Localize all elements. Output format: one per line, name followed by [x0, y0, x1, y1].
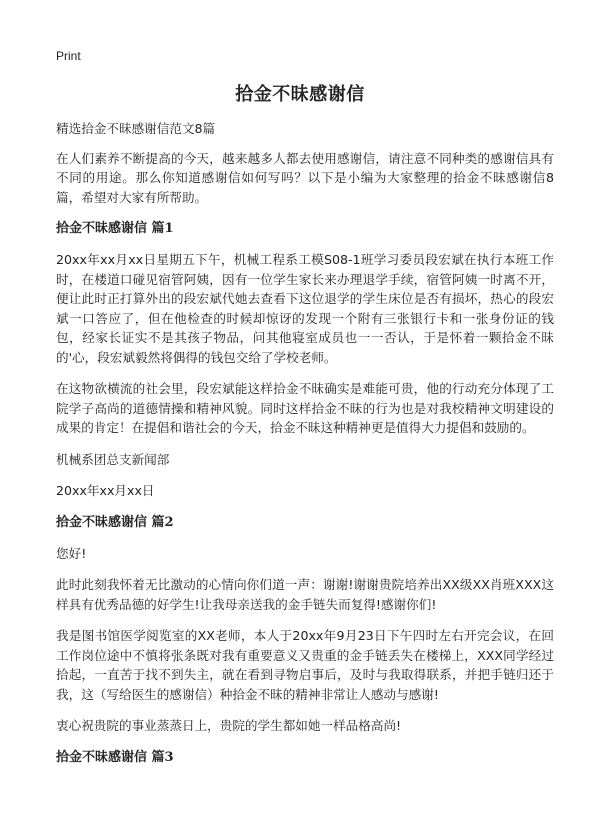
- document-subtitle: 精选拾金不昧感谢信范文8篇: [56, 121, 216, 136]
- section-2-greeting: 您好!: [56, 545, 87, 561]
- page-title: 拾金不昧感谢信: [235, 84, 365, 105]
- section-1-date: 20xx年xx月xx日: [56, 483, 155, 498]
- print-link[interactable]: Print: [56, 49, 81, 63]
- section-2-paragraph-1: 此时此刻我怀着无比激动的心情向你们道一声：谢谢!谢谢贵院培养出XX级XX肖班XXX这样具有优秀品德的好学生!让我母亲送我的金手链失而复得!感谢你们!: [56, 577, 554, 612]
- section-2-paragraph-3: 衷心祝贵院的事业蒸蒸日上，贵院的学生都如她一样品格高尚!: [56, 718, 402, 733]
- section-heading-1: 拾金不昧感谢信 篇1: [56, 221, 174, 236]
- section-heading-2: 拾金不昧感谢信 篇2: [56, 514, 174, 530]
- section-2-paragraph-2: 我是图书馆医学阅览室的XX老师，本人于20xx年9月23日下午四时左右开完会议，在回工作岗位途中不慎将张条既对我有重要意义又贵重的金手链丢失在楼梯上，XXX同学经过拾起，一直苦于找不到失主，就在看到寻物启事后，及时与我取得联系，并把手链归还于我，这（写给医生的感谢信）种拾金不昧的精神非常让人感动与感谢!: [56, 628, 554, 702]
- section-1-paragraph-1: 20xx年xx月xx日星期五下午，机械工程系工模S08-1班学习委员段宏斌在执行本班工作时，在楼道口碰见宿管阿姨，因有一位学生家长来办理退学手续，宿管阿姨一时离不开，便让此时正打算外出的段宏斌代她去查看下这位退学的学生床位是否有损坏，热心的段宏斌一口答应了，但在他检查的时候却惊讶的发现一个附有三张银行卡和一张身份证的钱包，经家长证实不是其孩子物品，问其他寝室成员也一一否认，于是怀着一颗拾金不昧的'心，段宏斌毅然将偶得的钱包交给了学校老师。: [56, 252, 554, 365]
- section-heading-3: 拾金不昧感谢信 篇3: [56, 749, 174, 765]
- section-1-signature: 机械系团总支新闻部: [56, 451, 170, 467]
- document-body: [56, 119, 554, 779]
- intro-paragraph: 在人们素养不断提高的今天，越来越多人都去使用感谢信，请注意不同种类的感谢信具有不同的用途。那么你知道感谢信如何写吗？以下是小编为大家整理的拾金不昧感谢信8篇，希望对大家有所帮助。: [56, 150, 554, 205]
- section-1-paragraph-2: 在这物欲横流的社会里，段宏斌能这样拾金不昧确实是难能可贵，他的行动充分体现了工院学子高尚的道德情操和精神风貌。同时这样拾金不昧的行为也是对我校精神文明建设的成果的肯定！在提倡和谐社会的今天，拾金不昧这种精神更是值得大力提倡和鼓励的。: [56, 381, 554, 435]
